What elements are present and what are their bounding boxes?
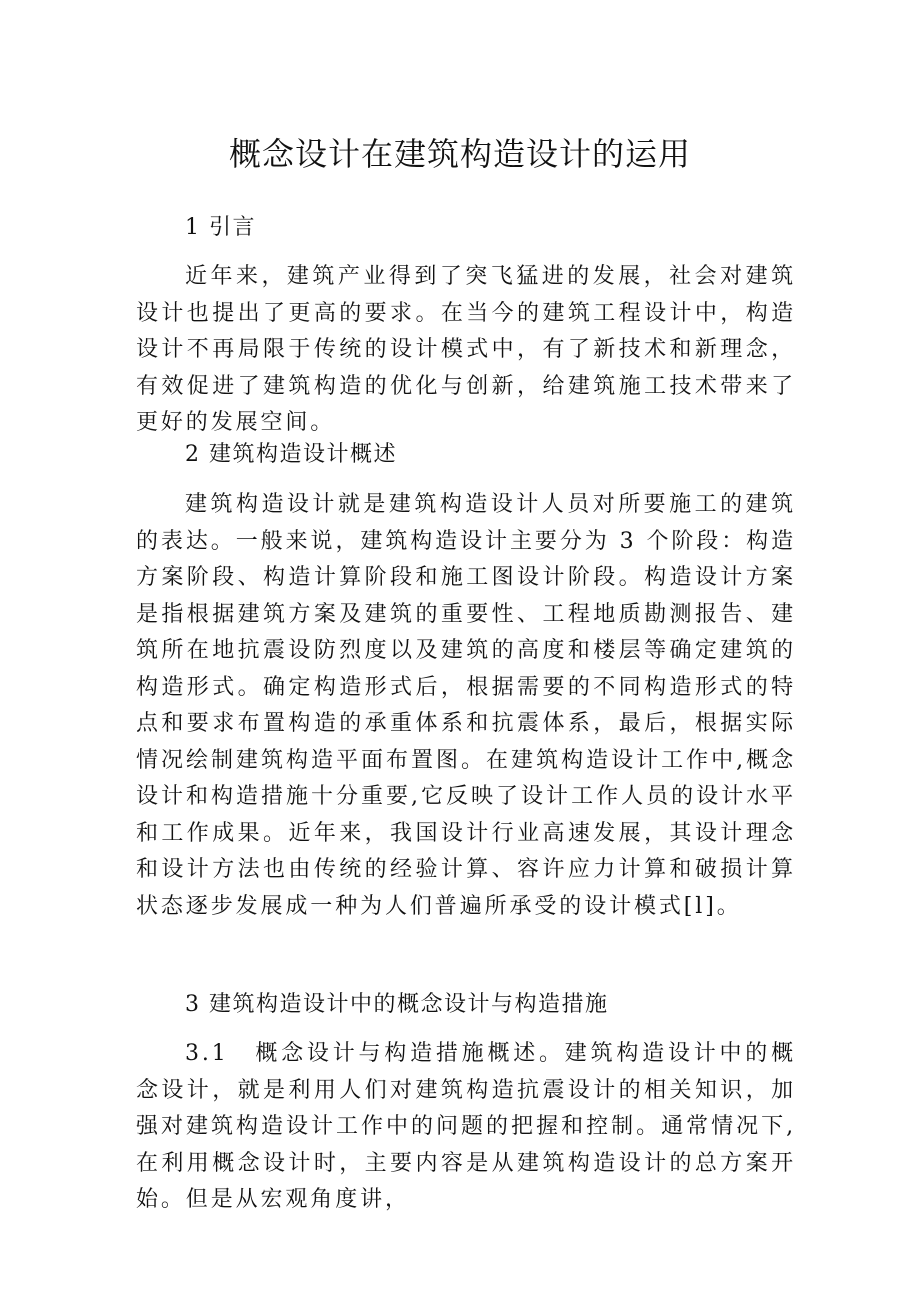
paragraph-introduction: 近年来，建筑产业得到了突飞猛进的发展，社会对建筑设计也提出了更高的要求。在当今的建筑工程设计中，构造设计不再局限于传统的设计模式中，有了新技术和新理念，有效促进了建筑构造的优化与创新，给建筑施工技术带来了更好的发展空间。 [136,264,796,435]
document-title: 概念设计在建筑构造设计的运用 [228,135,691,173]
section-heading-overview: 2 建筑构造设计概述 [185,442,397,467]
paragraph-concept-design: 3.1 概念设计与构造措施概述。建筑构造设计中的概念设计，就是利用人们对建筑构造抗震设计的相关知识，加强对建筑构造设计工作中的问题的把握和控制。通常情况下,在利用概念设计时，主要内容是从建筑构造设计的总方案开始。但是从宏观角度讲， [136,1041,796,1212]
section-heading-introduction: 1 引言 [185,215,256,240]
section-heading-concept-design: 3 建筑构造设计中的概念设计与构造措施 [185,992,609,1017]
paragraph-overview: 建筑构造设计就是建筑构造设计人员对所要施工的建筑的表达。一般来说，建筑构造设计主要分为 3 个阶段：构造方案阶段、构造计算阶段和施工图设计阶段。构造设计方案是指根据建筑方案及建筑的重要性、工程地质勘测报告、建筑所在地抗震设防烈度以及建筑的高度和楼层等确定建筑的构造形式。确定构造形式后，根据需要的不同构造形式的特点和要求布置构造的承重体系和抗震体系，最后，根据实际情况绘制建筑构造平面布置图。在建筑构造设计工作中,概念设计和构造措施十分重要,它反映了设计工作人员的设计水平和工作成果。近年来，我国设计行业高速发展，其设计理念和设计方法也由传统的经验计算、容许应力计算和破损计算状态逐步发展成一种为人们普遍所承受的设计模式[l]。 [136,492,796,919]
